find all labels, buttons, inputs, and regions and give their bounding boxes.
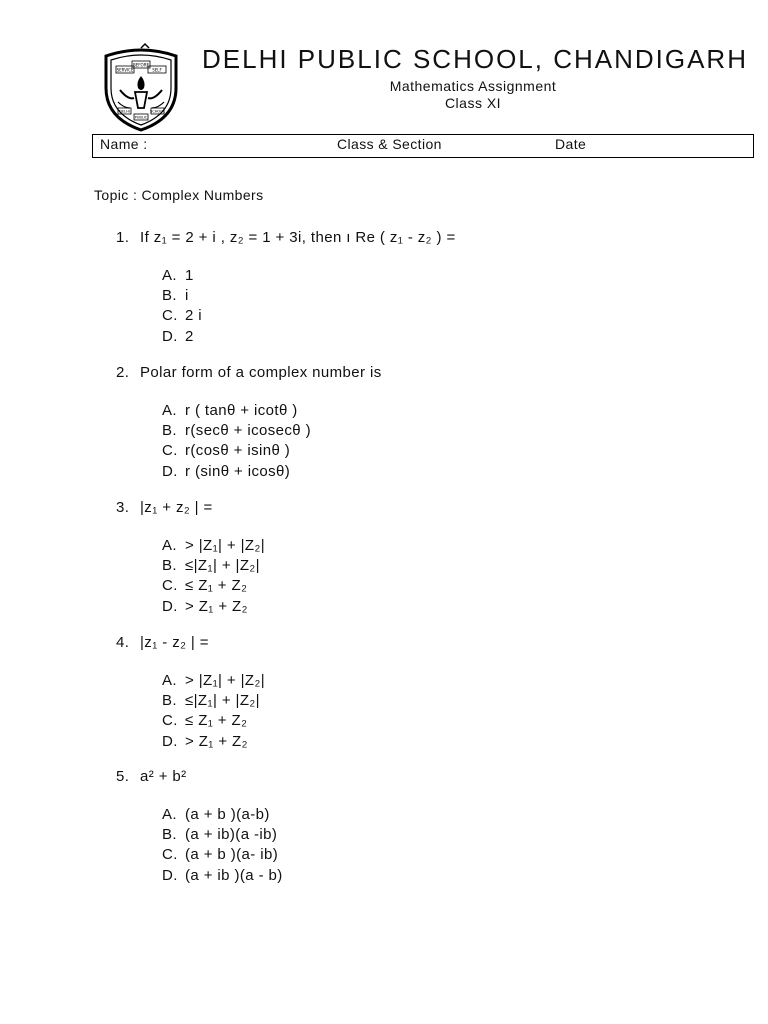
option-text: ≤|Z₁| + |Z₂| (185, 557, 260, 574)
option-label: C. (162, 442, 178, 459)
option-label: C. (162, 307, 178, 324)
option-label: A. (162, 806, 177, 823)
option-4d (162, 733, 248, 750)
option-3c (162, 577, 247, 594)
option-label: D. (162, 598, 178, 615)
question-5 (116, 768, 187, 785)
option-text: > |Z₁| + |Z₂| (185, 672, 266, 689)
option-4a (162, 672, 265, 689)
option-3b (162, 557, 260, 574)
option-3a (162, 537, 265, 554)
option-label: B. (162, 826, 177, 843)
option-text: i (185, 287, 189, 304)
option-text: (a + ib)(a -ib) (185, 826, 278, 843)
option-label: A. (162, 402, 177, 419)
question-number: 2. (116, 364, 130, 381)
option-text: r(cosθ + isinθ ) (185, 442, 291, 459)
option-text: (a + b )(a- ib) (185, 846, 279, 863)
class-section-label: Class & Section (337, 136, 442, 152)
option-1a (162, 267, 194, 284)
question-1 (116, 229, 456, 246)
name-label: Name : (100, 136, 148, 152)
option-label: B. (162, 557, 177, 574)
option-text: (a + ib )(a - b) (185, 867, 283, 884)
option-text: r(secθ + icosecθ ) (185, 422, 311, 439)
option-text: r ( tanθ + icotθ ) (185, 402, 298, 419)
student-info-box (92, 134, 754, 158)
option-4b (162, 692, 260, 709)
option-label: B. (162, 287, 177, 304)
option-label: C. (162, 577, 178, 594)
question-4 (116, 634, 209, 651)
option-text: ≤|Z₁| + |Z₂| (185, 692, 260, 709)
question-text: If z₁ = 2 + i , z₂ = 1 + 3i, then ı Re ( z₁ - z₂ ) = (140, 229, 456, 246)
logo-text-delhi: DELHI (119, 109, 130, 114)
question-text: a² + b² (140, 768, 187, 785)
option-label: D. (162, 867, 178, 884)
option-text: 1 (185, 267, 194, 284)
question-3 (116, 499, 213, 516)
option-5d (162, 867, 283, 884)
option-1b (162, 287, 189, 304)
option-label: A. (162, 537, 177, 554)
school-logo (98, 42, 184, 132)
option-text: r (sinθ + icosθ) (185, 463, 291, 480)
option-5c (162, 846, 278, 863)
option-label: A. (162, 267, 177, 284)
option-text: 2 (185, 328, 194, 345)
option-label: D. (162, 733, 178, 750)
option-1d (162, 328, 194, 345)
option-text: > Z₁ + Z₂ (185, 733, 248, 750)
option-text: 2 i (185, 307, 203, 324)
option-label: B. (162, 692, 177, 709)
question-number: 3. (116, 499, 130, 516)
assignment-subject: Mathematics Assignment (389, 78, 557, 94)
question-number: 4. (116, 634, 130, 651)
option-5a (162, 806, 270, 823)
logo-text-before: BEFORE (132, 62, 150, 68)
logo-text-public: PUBLIC (134, 115, 148, 120)
school-title: DELHI PUBLIC SCHOOL, CHANDIGARH (202, 44, 748, 74)
option-2d (162, 463, 290, 480)
option-label: A. (162, 672, 177, 689)
question-text: Polar form of a complex number is (140, 364, 382, 381)
option-text: (a + b )(a-b) (185, 806, 270, 823)
assignment-class: Class XI (444, 95, 502, 111)
option-2a (162, 402, 298, 419)
option-text: ≤ Z₁ + Z₂ (185, 577, 248, 594)
option-3d (162, 598, 248, 615)
option-2b (162, 422, 311, 439)
option-4c (162, 712, 247, 729)
question-2 (116, 364, 382, 381)
option-label: B. (162, 422, 177, 439)
question-number: 1. (116, 229, 130, 246)
logo-text-service: SERVICE (116, 67, 134, 73)
option-1c (162, 307, 202, 324)
logo-text-self: SELF (152, 67, 162, 73)
option-label: D. (162, 463, 178, 480)
question-text: |z₁ - z₂ | = (140, 634, 209, 651)
question-number: 5. (116, 768, 130, 785)
option-text: > Z₁ + Z₂ (185, 598, 248, 615)
option-2c (162, 442, 290, 459)
option-5b (162, 826, 277, 843)
option-label: C. (162, 712, 178, 729)
logo-text-school: SCHOOL (149, 109, 166, 114)
option-text: ≤ Z₁ + Z₂ (185, 712, 248, 729)
option-text: > |Z₁| + |Z₂| (185, 537, 266, 554)
question-text: |z₁ + z₂ | = (140, 499, 213, 516)
option-label: C. (162, 846, 178, 863)
topic-heading: Topic : Complex Numbers (94, 187, 264, 203)
option-label: D. (162, 328, 178, 345)
date-label: Date (555, 136, 587, 152)
